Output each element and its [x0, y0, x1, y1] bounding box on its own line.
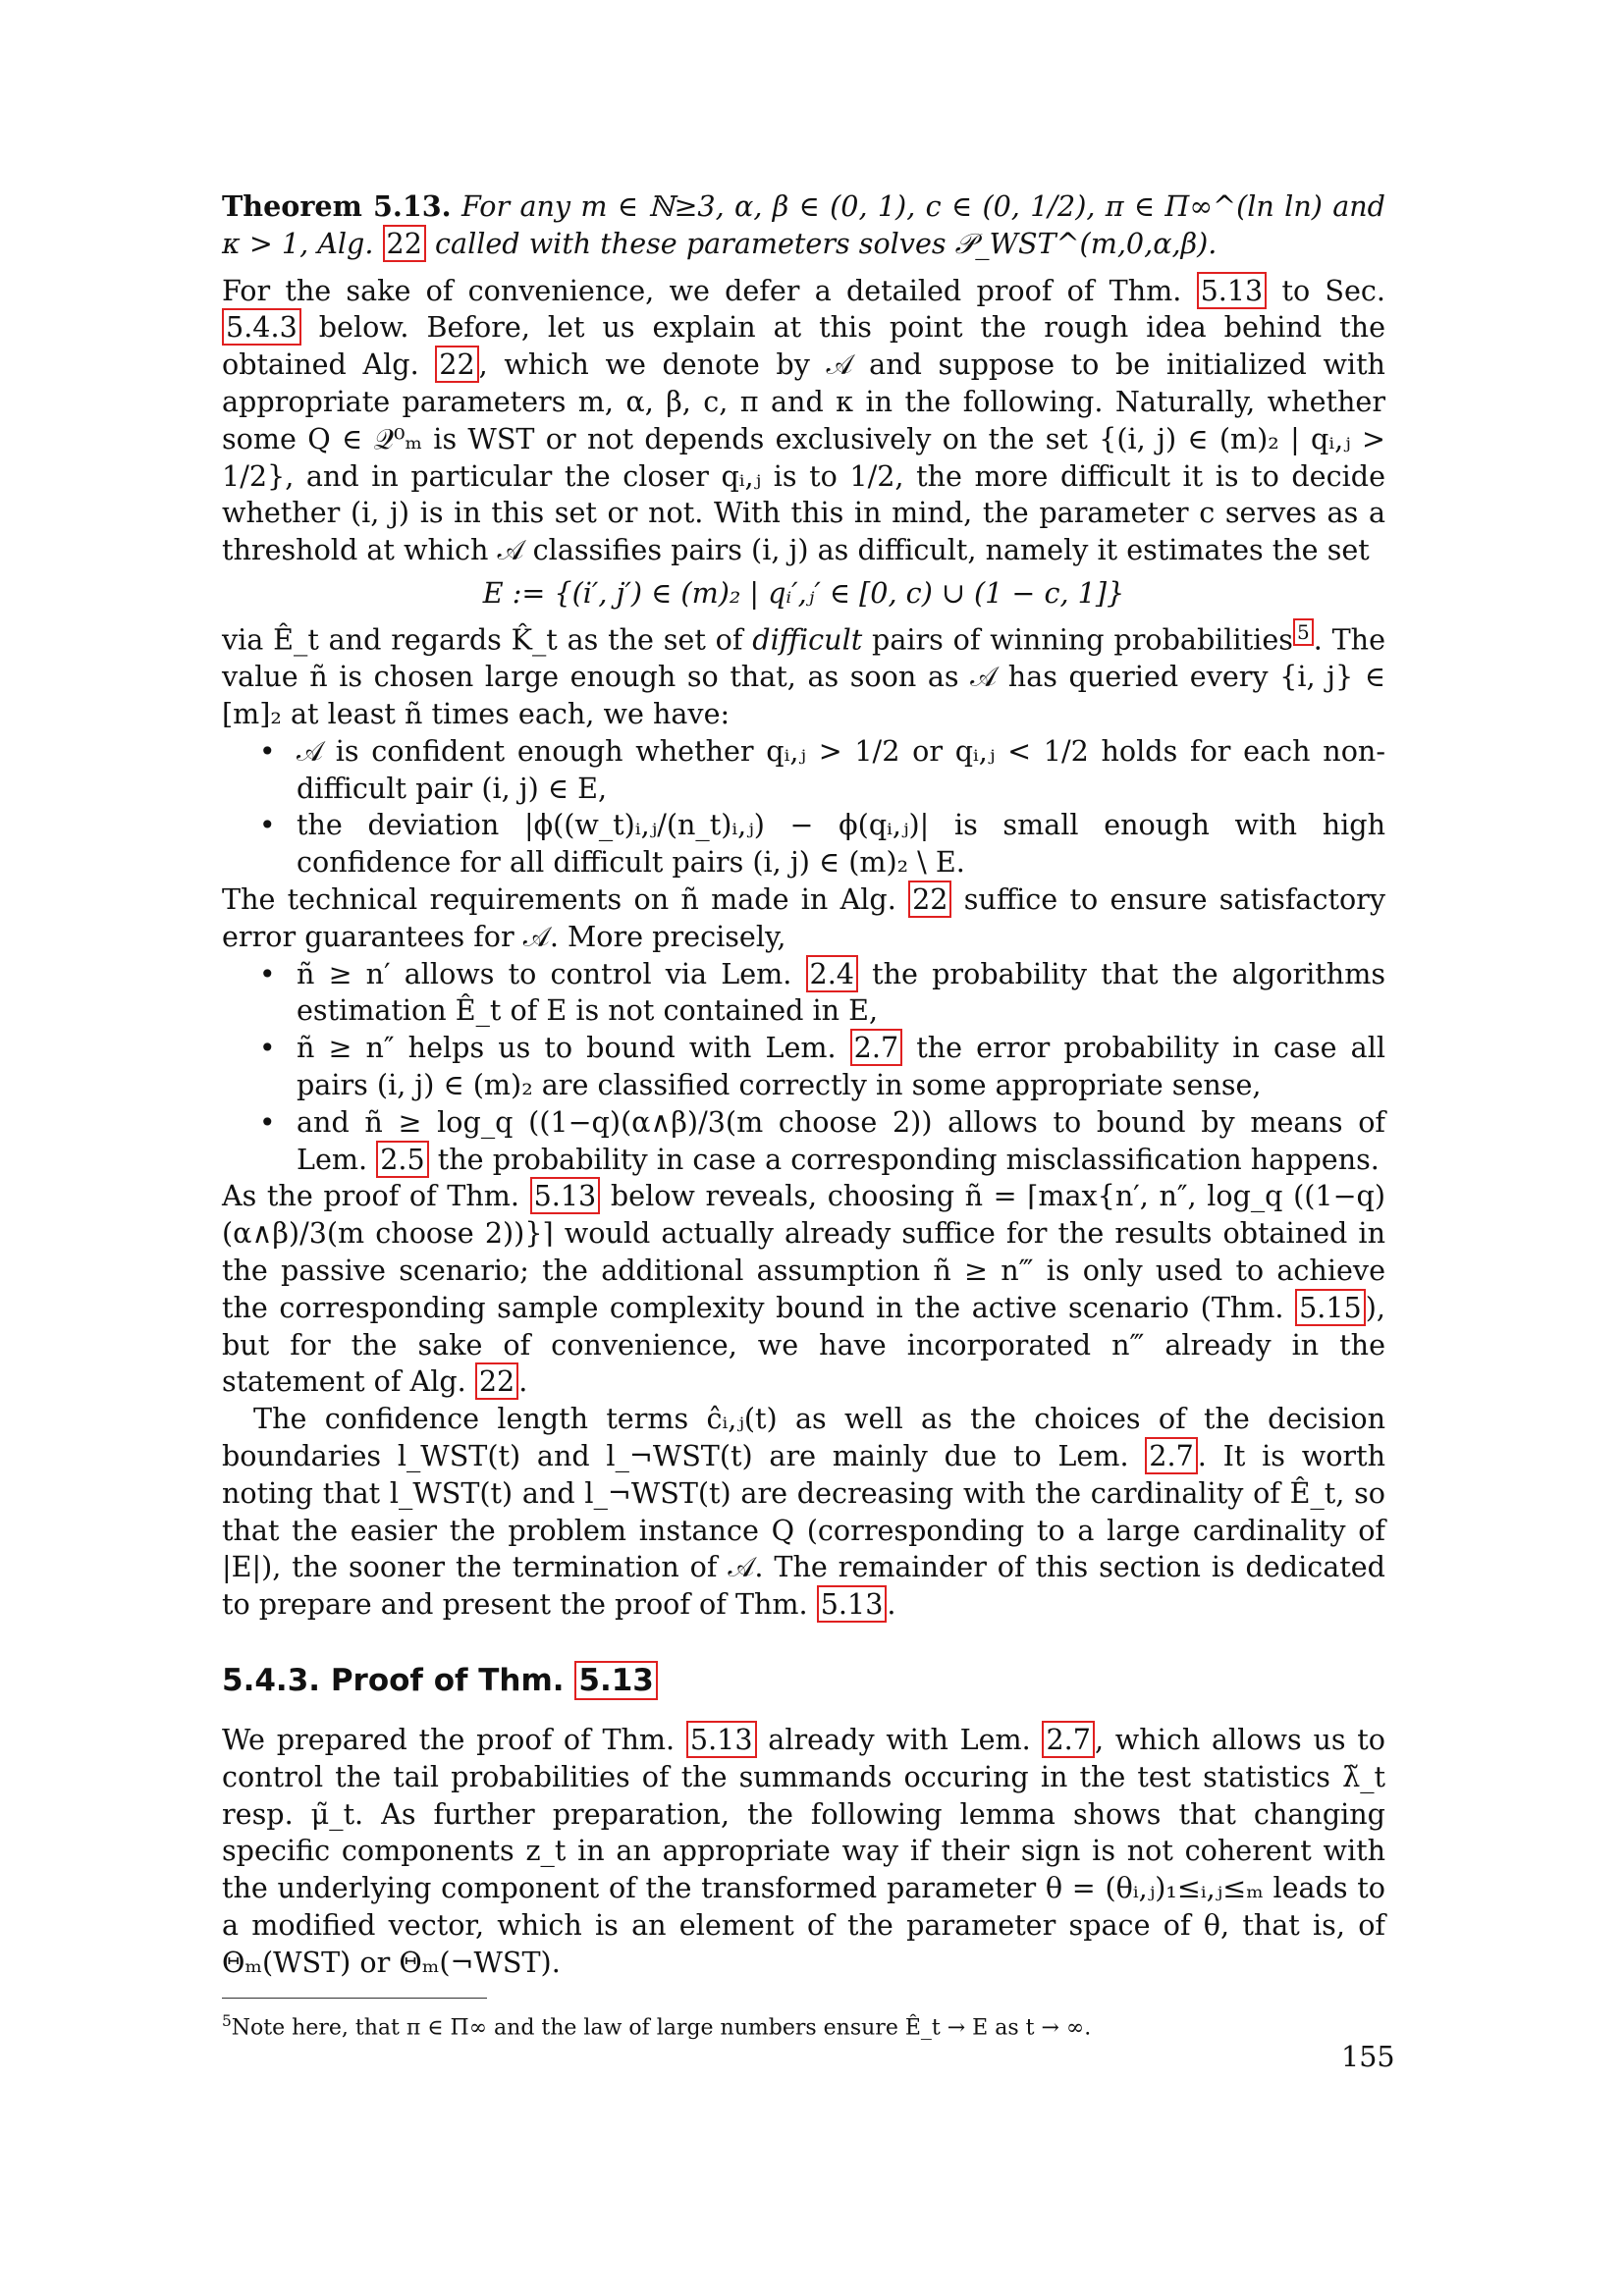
equation-E: E := {(i′, j′) ∈ (m)₂ | qᵢ′,ⱼ′ ∈ [0, c) ∪ (1 − c, 1]}	[482, 575, 1125, 610]
footnote-divider	[222, 1998, 487, 2000]
text: the error probability in case all pairs (i, j) ∈ (m)₂ are classified correctly in some appropriate sense,	[297, 1031, 1386, 1102]
ref-sec-5-4-3[interactable]: 5.4.3	[222, 308, 301, 346]
text: .	[887, 1587, 896, 1622]
page-number: 155	[1341, 2040, 1395, 2073]
text: The confidence length terms ĉᵢ,ⱼ(t) as well as the choices of the decision boundaries l_WST(t) and l_¬WST(t) are mainly due to Lem.	[222, 1402, 1385, 1473]
ref-alg-22[interactable]: 22	[383, 225, 426, 262]
text: ñ ≥ n′ allows to control via Lem.	[297, 956, 806, 990]
text: ñ ≥ n″ helps us to bound with Lem.	[297, 1031, 850, 1065]
footnote-mark[interactable]: 5	[1293, 618, 1314, 646]
text: to Sec.	[1267, 273, 1385, 307]
page-content	[222, 188, 1385, 2043]
text: , which allows us to control the tail probabilities of the summands occuring in the test statistics λ̃_t resp. μ̃_t. As further preparation, the following lemma shows that changing specific components z_t in an appropriate way if their sign is not coherent with the underlying component of the transformed parameter θ = (θᵢ,ⱼ)₁≤ᵢ,ⱼ≤ₘ leads to a modified vector, which is an element of the parameter space of θ, that is, of Θₘ(WST) or Θₘ(¬WST).	[222, 1723, 1385, 1979]
ref-lem-2-4[interactable]: 2.4	[806, 955, 858, 992]
text: , which we denote by 𝒜 and suppose to be initialized with appropriate parameters m, α, β, c, π and κ in the following. Naturally, whether some Q ∈ 𝒬⁰ₘ is WST or not depends exclusively on the set {(i, j) ∈ (m)₂ | qᵢ,ⱼ > 1/2}, and in particular the closer qᵢ,ⱼ is to 1/2, the more difficult it is to decide whether (i, j) is in this set or not. With this in mind, the parameter c serves as a threshold at which 𝒜 classifies pairs (i, j) as difficult, namely it estimates the set	[222, 347, 1385, 567]
ref-thm-5-13[interactable]: 5.13	[1197, 272, 1268, 309]
ref-lem-2-5[interactable]: 2.5	[376, 1141, 428, 1178]
ref-thm-5-13[interactable]: 5.13	[530, 1177, 601, 1214]
text: We prepared the proof of Thm.	[222, 1723, 686, 1757]
text: below. Before, let us explain at this point the rough idea behind the obtained Alg.	[222, 310, 1385, 382]
section-title-text: 5.4.3. Proof of Thm.	[222, 1663, 575, 1699]
ref-thm-5-13[interactable]: 5.13	[574, 1661, 658, 1700]
text: the probability that the algorithms estimation Ê_t of E is not contained in E,	[297, 956, 1385, 1028]
paragraph-6	[222, 1722, 1385, 1982]
theorem-text-end: called with these parameters solves 𝒫_WST^(m,0,α,β).	[425, 226, 1218, 260]
theorem-5-13	[222, 188, 1385, 263]
paragraph-5	[222, 1401, 1385, 1624]
text: The technical requirements on ñ made in Alg.	[222, 882, 909, 917]
ref-alg-22[interactable]: 22	[908, 881, 951, 918]
ref-thm-5-13[interactable]: 5.13	[817, 1585, 888, 1623]
ref-thm-5-13[interactable]: 5.13	[686, 1721, 757, 1758]
footnote-5	[222, 2006, 1385, 2043]
text: via Ê_t and regards K̂_t as the set of	[222, 622, 753, 657]
ref-lem-2-7[interactable]: 2.7	[1042, 1721, 1094, 1758]
text: below reveals, choosing ñ = ⌈max{n′, n″, log_q ((1−q)(α∧β)/3(m choose 2))}⌉ would actually already suffice for the results obtained in the passive scenario; the additional assumption ñ ≥ n‴ is only used to achieve the corresponding sample complexity bound in the active scenario (Thm.	[222, 1179, 1385, 1324]
text: the probability in case a corresponding misclassification happens.	[428, 1142, 1380, 1176]
theorem-heading: Theorem 5.13.	[222, 189, 452, 223]
paragraph-4	[222, 1178, 1385, 1401]
ref-lem-2-7[interactable]: 2.7	[850, 1029, 902, 1066]
text: ), but for the sake of convenience, we have incorporated n‴ already in the statement of Alg.	[222, 1290, 1385, 1399]
list-item	[257, 956, 1385, 1031]
text: As the proof of Thm.	[222, 1179, 530, 1213]
theorem-text: For any m ∈ ℕ≥3, α, β ∈ (0, 1), c ∈ (0, 1/2), π ∈ Π∞^(ln ln) and κ > 1, Alg.	[222, 189, 1385, 260]
bullet-list-2	[222, 956, 1385, 1179]
footnote-text: Note here, that π ∈ Π∞ and the law of large numbers ensure Ê_t → E as t → ∞.	[231, 2015, 1092, 2041]
text: For the sake of convenience, we defer a detailed proof of Thm.	[222, 273, 1197, 307]
paragraph-3	[222, 881, 1385, 956]
footnote-number: 5	[222, 2012, 232, 2031]
list-item	[257, 1104, 1385, 1179]
ref-thm-5-15[interactable]: 5.15	[1295, 1289, 1366, 1326]
emphasis: difficult	[752, 622, 863, 657]
text: suffice to ensure satisfactory error guarantees for 𝒜. More precisely,	[222, 882, 1385, 953]
paragraph-2	[222, 614, 1385, 733]
bullet-list-1	[222, 733, 1385, 881]
section-heading	[222, 1663, 1385, 1698]
list-item: • the deviation |ϕ((w_t)ᵢ,ⱼ/(n_t)ᵢ,ⱼ) − ϕ(qᵢ,ⱼ)| is small enough with high confidence for all difficult pairs (i, j) ∈ (m)₂ \ E.	[257, 807, 1385, 881]
list-item	[257, 1030, 1385, 1104]
text: . It is worth noting that l_WST(t) and l_¬WST(t) are decreasing with the cardinality of Ê_t, so that the easier the problem instance Q (corresponding to a large cardinality of |E|), the sooner the termination of 𝒜. The remainder of this section is dedicated to prepare and present the proof of Thm.	[222, 1439, 1385, 1622]
paragraph-1	[222, 273, 1385, 569]
ref-alg-22[interactable]: 22	[475, 1362, 518, 1400]
text: and ñ ≥ log_q ((1−q)(α∧β)/3(m choose 2)) allows to bound by means of Lem.	[297, 1104, 1385, 1176]
ref-alg-22[interactable]: 22	[435, 346, 478, 383]
ref-lem-2-7[interactable]: 2.7	[1145, 1437, 1197, 1474]
text: already with Lem.	[756, 1723, 1043, 1757]
list-item: • 𝒜 is confident enough whether qᵢ,ⱼ > 1/2 or qᵢ,ⱼ < 1/2 holds for each non-difficult pair (i, j) ∈ E,	[257, 733, 1385, 808]
text: pairs of winning probabilities	[862, 622, 1293, 657]
text: .	[518, 1364, 528, 1399]
text: . The value ñ is chosen large enough so that, as soon as 𝒜 has queried every {i, j} ∈ [m]₂ at least ñ times each, we have:	[222, 622, 1386, 731]
